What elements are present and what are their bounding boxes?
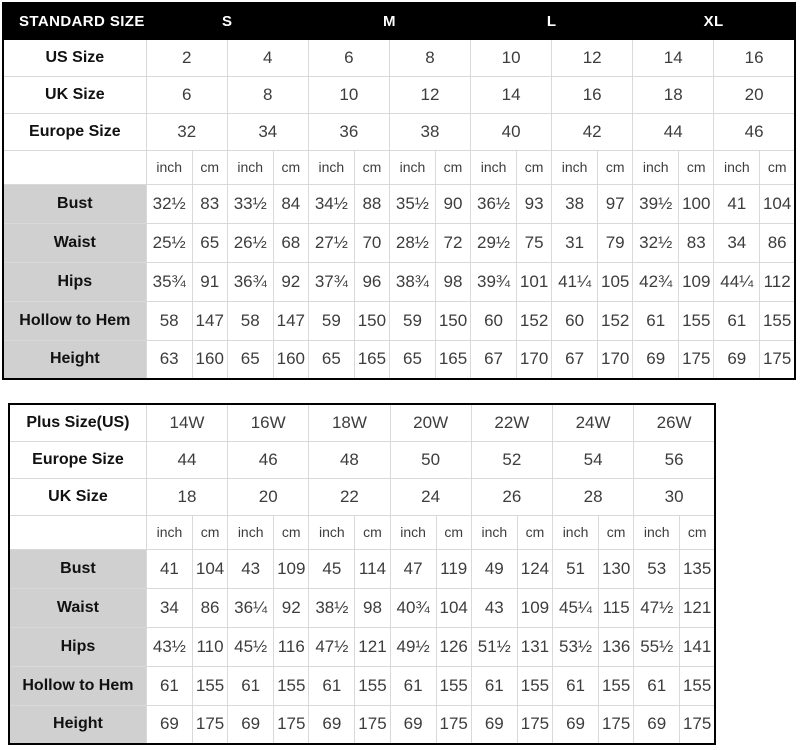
size-cell: 10 xyxy=(308,76,389,113)
unit-header: cm xyxy=(273,150,308,184)
measurement-cell: 91 xyxy=(192,262,227,301)
unit-header: cm xyxy=(517,515,552,549)
measurement-row xyxy=(9,705,715,744)
size-cell: 20W xyxy=(390,404,471,441)
measurement-cell: 61 xyxy=(714,301,760,340)
measurement-cell: 45 xyxy=(309,549,355,588)
measurement-cell: 175 xyxy=(679,340,714,379)
measurement-cell: 49 xyxy=(471,549,517,588)
size-row xyxy=(3,39,795,76)
measurement-cell: 170 xyxy=(598,340,633,379)
size-cell: 44 xyxy=(146,441,227,478)
row-label: Height xyxy=(3,340,146,379)
measurement-cell: 41 xyxy=(714,184,760,223)
size-cell: 14 xyxy=(471,76,552,113)
row-label: Hollow to Hem xyxy=(3,301,146,340)
measurement-cell: 38½ xyxy=(309,588,355,627)
measurement-cell: 38¾ xyxy=(389,262,435,301)
unit-header-row xyxy=(9,515,715,549)
row-label: Waist xyxy=(9,588,146,627)
measurement-cell: 34 xyxy=(714,223,760,262)
measurement-cell: 130 xyxy=(599,549,634,588)
measurement-row xyxy=(9,549,715,588)
measurement-cell: 114 xyxy=(355,549,390,588)
measurement-cell: 124 xyxy=(517,549,552,588)
measurement-cell: 69 xyxy=(471,705,517,744)
measurement-cell: 35½ xyxy=(389,184,435,223)
measurement-cell: 175 xyxy=(355,705,390,744)
measurement-cell: 43 xyxy=(471,588,517,627)
size-cell: 38 xyxy=(389,113,470,150)
measurement-cell: 147 xyxy=(192,301,227,340)
measurement-cell: 104 xyxy=(436,588,471,627)
size-cell: 16 xyxy=(552,76,633,113)
measurement-cell: 65 xyxy=(389,340,435,379)
measurement-cell: 86 xyxy=(760,223,795,262)
unit-header: cm xyxy=(598,150,633,184)
size-cell: 2 xyxy=(146,39,227,76)
measurement-cell: 83 xyxy=(192,184,227,223)
size-cell: 36 xyxy=(308,113,389,150)
measurement-cell: 135 xyxy=(680,549,715,588)
row-label: Europe Size xyxy=(9,441,146,478)
measurement-cell: 109 xyxy=(274,549,309,588)
size-cell: 22W xyxy=(471,404,552,441)
unit-header: inch xyxy=(227,150,273,184)
size-group-header: S xyxy=(146,3,308,39)
unit-header: cm xyxy=(435,150,470,184)
measurement-cell: 25½ xyxy=(146,223,192,262)
measurement-cell: 75 xyxy=(517,223,552,262)
measurement-cell: 121 xyxy=(680,588,715,627)
measurement-row xyxy=(3,301,795,340)
measurement-cell: 65 xyxy=(308,340,354,379)
measurement-cell: 98 xyxy=(435,262,470,301)
measurement-cell: 31 xyxy=(552,223,598,262)
measurement-cell: 39½ xyxy=(633,184,679,223)
measurement-cell: 141 xyxy=(680,627,715,666)
measurement-cell: 37¾ xyxy=(308,262,354,301)
unit-header: cm xyxy=(760,150,795,184)
measurement-cell: 155 xyxy=(679,301,714,340)
measurement-cell: 61 xyxy=(633,301,679,340)
measurement-cell: 65 xyxy=(227,340,273,379)
unit-header: inch xyxy=(634,515,680,549)
size-cell: 52 xyxy=(471,441,552,478)
measurement-cell: 165 xyxy=(354,340,389,379)
measurement-cell: 61 xyxy=(552,666,598,705)
size-cell: 40 xyxy=(471,113,552,150)
measurement-cell: 155 xyxy=(193,666,228,705)
measurement-row xyxy=(3,184,795,223)
unit-header: cm xyxy=(193,515,228,549)
size-cell: 14 xyxy=(633,39,714,76)
measurement-cell: 93 xyxy=(517,184,552,223)
size-cell: 48 xyxy=(309,441,390,478)
measurement-cell: 43 xyxy=(228,549,274,588)
measurement-cell: 110 xyxy=(193,627,228,666)
measurement-cell: 61 xyxy=(471,666,517,705)
measurement-cell: 88 xyxy=(354,184,389,223)
row-label: Hips xyxy=(9,627,146,666)
measurement-cell: 105 xyxy=(598,262,633,301)
size-cell: 16 xyxy=(714,39,795,76)
measurement-cell: 61 xyxy=(390,666,436,705)
unit-header: cm xyxy=(192,150,227,184)
measurement-cell: 55½ xyxy=(634,627,680,666)
measurement-cell: 175 xyxy=(680,705,715,744)
unit-header: cm xyxy=(517,150,552,184)
size-row xyxy=(3,76,795,113)
unit-header: inch xyxy=(552,150,598,184)
measurement-cell: 47½ xyxy=(309,627,355,666)
size-cell: 20 xyxy=(714,76,795,113)
measurement-cell: 61 xyxy=(309,666,355,705)
measurement-cell: 68 xyxy=(273,223,308,262)
measurement-cell: 112 xyxy=(760,262,795,301)
measurement-cell: 96 xyxy=(354,262,389,301)
row-label: Bust xyxy=(3,184,146,223)
measurement-cell: 155 xyxy=(355,666,390,705)
measurement-cell: 60 xyxy=(471,301,517,340)
size-group-header: L xyxy=(471,3,633,39)
measurement-cell: 61 xyxy=(146,666,192,705)
measurement-cell: 72 xyxy=(435,223,470,262)
measurement-cell: 175 xyxy=(517,705,552,744)
measurement-row xyxy=(9,627,715,666)
size-cell: 32 xyxy=(146,113,227,150)
measurement-cell: 35¾ xyxy=(146,262,192,301)
measurement-cell: 41 xyxy=(146,549,192,588)
measurement-cell: 104 xyxy=(760,184,795,223)
measurement-cell: 83 xyxy=(679,223,714,262)
unit-header: inch xyxy=(389,150,435,184)
measurement-cell: 97 xyxy=(598,184,633,223)
measurement-cell: 45¼ xyxy=(552,588,598,627)
size-cell: 18 xyxy=(146,478,227,515)
size-cell: 10 xyxy=(471,39,552,76)
measurement-cell: 42¾ xyxy=(633,262,679,301)
measurement-cell: 67 xyxy=(552,340,598,379)
measurement-cell: 119 xyxy=(436,549,471,588)
row-label: Hips xyxy=(3,262,146,301)
measurement-cell: 69 xyxy=(552,705,598,744)
size-cell: 54 xyxy=(552,441,633,478)
measurement-cell: 58 xyxy=(146,301,192,340)
measurement-cell: 104 xyxy=(193,549,228,588)
measurement-cell: 109 xyxy=(679,262,714,301)
row-label: Hollow to Hem xyxy=(9,666,146,705)
measurement-cell: 32½ xyxy=(633,223,679,262)
size-cell: 12 xyxy=(389,76,470,113)
row-label: Bust xyxy=(9,549,146,588)
measurement-cell: 131 xyxy=(517,627,552,666)
measurement-cell: 92 xyxy=(274,588,309,627)
size-cell: 18 xyxy=(633,76,714,113)
measurement-cell: 67 xyxy=(471,340,517,379)
measurement-cell: 69 xyxy=(633,340,679,379)
size-cell: 24 xyxy=(390,478,471,515)
measurement-cell: 69 xyxy=(309,705,355,744)
unit-header: inch xyxy=(146,150,192,184)
unit-header: inch xyxy=(471,515,517,549)
size-cell: 46 xyxy=(714,113,795,150)
measurement-cell: 63 xyxy=(146,340,192,379)
unit-header: cm xyxy=(599,515,634,549)
size-group-header: M xyxy=(308,3,470,39)
row-label: Europe Size xyxy=(3,113,146,150)
measurement-cell: 147 xyxy=(273,301,308,340)
measurement-cell: 53 xyxy=(634,549,680,588)
measurement-cell: 90 xyxy=(435,184,470,223)
size-cell: 4 xyxy=(227,39,308,76)
standard-size-table xyxy=(2,2,796,380)
measurement-cell: 175 xyxy=(193,705,228,744)
measurement-cell: 53½ xyxy=(552,627,598,666)
measurement-cell: 28½ xyxy=(389,223,435,262)
unit-row-spacer xyxy=(3,150,146,184)
unit-header: cm xyxy=(355,515,390,549)
measurement-cell: 70 xyxy=(354,223,389,262)
size-cell: 12 xyxy=(552,39,633,76)
measurement-cell: 155 xyxy=(517,666,552,705)
measurement-cell: 92 xyxy=(273,262,308,301)
measurement-cell: 27½ xyxy=(308,223,354,262)
table-title: STANDARD SIZE xyxy=(3,3,146,39)
measurement-cell: 36¼ xyxy=(228,588,274,627)
unit-header: cm xyxy=(354,150,389,184)
row-label: Waist xyxy=(3,223,146,262)
unit-header: inch xyxy=(390,515,436,549)
size-cell: 16W xyxy=(228,404,309,441)
unit-row-spacer xyxy=(9,515,146,549)
measurement-cell: 175 xyxy=(760,340,795,379)
measurement-cell: 170 xyxy=(517,340,552,379)
measurement-cell: 41¼ xyxy=(552,262,598,301)
measurement-cell: 59 xyxy=(389,301,435,340)
measurement-cell: 98 xyxy=(355,588,390,627)
measurement-cell: 59 xyxy=(308,301,354,340)
measurement-cell: 155 xyxy=(436,666,471,705)
row-label: Height xyxy=(9,705,146,744)
size-cell: 28 xyxy=(552,478,633,515)
measurement-cell: 116 xyxy=(274,627,309,666)
size-row xyxy=(9,404,715,441)
size-cell: 44 xyxy=(633,113,714,150)
unit-header: inch xyxy=(714,150,760,184)
measurement-cell: 61 xyxy=(634,666,680,705)
measurement-cell: 47½ xyxy=(634,588,680,627)
measurement-cell: 69 xyxy=(714,340,760,379)
size-cell: 50 xyxy=(390,441,471,478)
unit-header: cm xyxy=(680,515,715,549)
measurement-cell: 61 xyxy=(228,666,274,705)
measurement-cell: 155 xyxy=(274,666,309,705)
measurement-cell: 86 xyxy=(193,588,228,627)
unit-header: inch xyxy=(228,515,274,549)
measurement-cell: 69 xyxy=(634,705,680,744)
measurement-cell: 69 xyxy=(390,705,436,744)
measurement-cell: 34 xyxy=(146,588,192,627)
measurement-cell: 126 xyxy=(436,627,471,666)
unit-header: cm xyxy=(274,515,309,549)
measurement-cell: 39¾ xyxy=(471,262,517,301)
table-header-row xyxy=(3,3,795,39)
plus-size-table xyxy=(8,403,716,745)
measurement-cell: 69 xyxy=(228,705,274,744)
size-cell: 6 xyxy=(308,39,389,76)
measurement-cell: 34½ xyxy=(308,184,354,223)
unit-header: inch xyxy=(308,150,354,184)
measurement-cell: 152 xyxy=(517,301,552,340)
measurement-cell: 84 xyxy=(273,184,308,223)
unit-header: inch xyxy=(552,515,598,549)
measurement-cell: 175 xyxy=(436,705,471,744)
measurement-cell: 60 xyxy=(552,301,598,340)
unit-header: inch xyxy=(309,515,355,549)
measurement-cell: 101 xyxy=(517,262,552,301)
size-row xyxy=(9,441,715,478)
measurement-cell: 155 xyxy=(680,666,715,705)
measurement-cell: 69 xyxy=(146,705,192,744)
measurement-cell: 152 xyxy=(598,301,633,340)
measurement-cell: 175 xyxy=(274,705,309,744)
measurement-row xyxy=(9,666,715,705)
size-cell: 56 xyxy=(634,441,715,478)
unit-header: cm xyxy=(679,150,714,184)
measurement-cell: 36½ xyxy=(471,184,517,223)
measurement-cell: 136 xyxy=(599,627,634,666)
size-row xyxy=(9,478,715,515)
measurement-cell: 38 xyxy=(552,184,598,223)
size-cell: 30 xyxy=(634,478,715,515)
size-row xyxy=(3,113,795,150)
measurement-cell: 51½ xyxy=(471,627,517,666)
measurement-cell: 160 xyxy=(192,340,227,379)
measurement-cell: 100 xyxy=(679,184,714,223)
size-cell: 24W xyxy=(552,404,633,441)
row-label: US Size xyxy=(3,39,146,76)
measurement-cell: 121 xyxy=(355,627,390,666)
measurement-cell: 49½ xyxy=(390,627,436,666)
measurement-cell: 51 xyxy=(552,549,598,588)
measurement-cell: 165 xyxy=(435,340,470,379)
row-label: Plus Size(US) xyxy=(9,404,146,441)
unit-header-row xyxy=(3,150,795,184)
measurement-cell: 160 xyxy=(273,340,308,379)
measurement-cell: 36¾ xyxy=(227,262,273,301)
measurement-cell: 26½ xyxy=(227,223,273,262)
measurement-cell: 32½ xyxy=(146,184,192,223)
measurement-cell: 79 xyxy=(598,223,633,262)
measurement-cell: 45½ xyxy=(228,627,274,666)
measurement-cell: 150 xyxy=(435,301,470,340)
measurement-cell: 29½ xyxy=(471,223,517,262)
measurement-row xyxy=(3,262,795,301)
row-label: UK Size xyxy=(9,478,146,515)
measurement-cell: 43½ xyxy=(146,627,192,666)
measurement-cell: 150 xyxy=(354,301,389,340)
measurement-cell: 33½ xyxy=(227,184,273,223)
size-cell: 8 xyxy=(389,39,470,76)
measurement-cell: 155 xyxy=(760,301,795,340)
size-cell: 26 xyxy=(471,478,552,515)
unit-header: cm xyxy=(436,515,471,549)
size-cell: 18W xyxy=(309,404,390,441)
size-cell: 34 xyxy=(227,113,308,150)
size-group-header: XL xyxy=(633,3,795,39)
row-label: UK Size xyxy=(3,76,146,113)
unit-header: inch xyxy=(633,150,679,184)
measurement-cell: 44¼ xyxy=(714,262,760,301)
measurement-row xyxy=(9,588,715,627)
size-cell: 6 xyxy=(146,76,227,113)
unit-header: inch xyxy=(471,150,517,184)
measurement-row xyxy=(3,340,795,379)
measurement-row xyxy=(3,223,795,262)
size-cell: 8 xyxy=(227,76,308,113)
size-cell: 14W xyxy=(146,404,227,441)
measurement-cell: 109 xyxy=(517,588,552,627)
size-cell: 46 xyxy=(228,441,309,478)
unit-header: inch xyxy=(146,515,192,549)
size-cell: 22 xyxy=(309,478,390,515)
measurement-cell: 175 xyxy=(599,705,634,744)
measurement-cell: 40¾ xyxy=(390,588,436,627)
measurement-cell: 115 xyxy=(599,588,634,627)
size-cell: 42 xyxy=(552,113,633,150)
measurement-cell: 65 xyxy=(192,223,227,262)
measurement-cell: 58 xyxy=(227,301,273,340)
size-cell: 26W xyxy=(634,404,715,441)
size-cell: 20 xyxy=(228,478,309,515)
measurement-cell: 47 xyxy=(390,549,436,588)
measurement-cell: 155 xyxy=(599,666,634,705)
